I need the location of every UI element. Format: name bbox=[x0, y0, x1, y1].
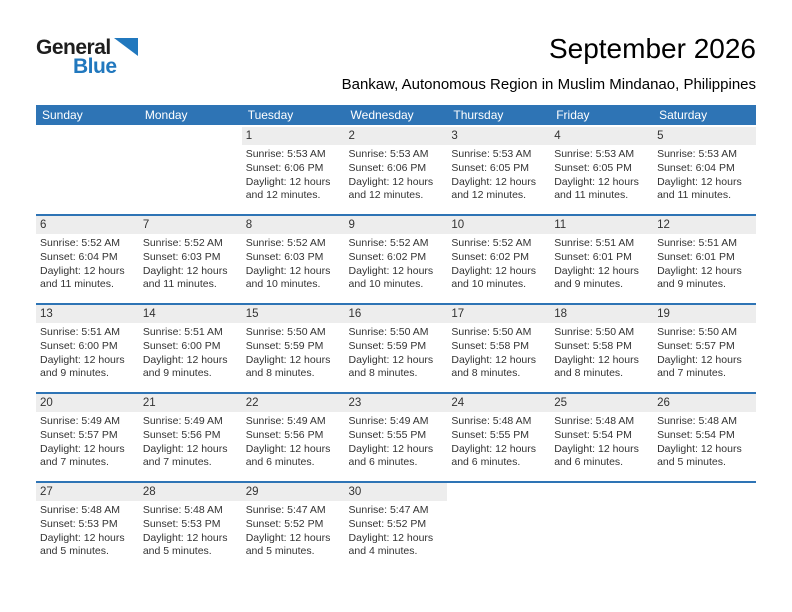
sun-info bbox=[242, 501, 345, 559]
day-cell bbox=[447, 393, 550, 482]
sun-info-line: Sunset: 6:04 PM bbox=[40, 250, 118, 263]
sun-info bbox=[139, 234, 242, 292]
sun-info bbox=[139, 501, 242, 559]
sun-info bbox=[550, 145, 653, 203]
sun-info bbox=[447, 412, 550, 470]
sun-info-line: Daylight: 12 hours bbox=[245, 353, 331, 366]
day-cell bbox=[550, 215, 653, 304]
sun-info-line: Daylight: 12 hours bbox=[348, 442, 434, 455]
day-number: 12 bbox=[653, 216, 756, 234]
sun-info-line: Daylight: 12 hours bbox=[657, 353, 742, 366]
calendar-table bbox=[36, 105, 756, 571]
sun-info-line: Sunrise: 5:49 AM bbox=[142, 415, 223, 427]
day-number: 6 bbox=[36, 216, 139, 234]
sun-info bbox=[242, 323, 345, 381]
sun-info-line: Daylight: 12 hours bbox=[451, 442, 537, 455]
sun-info-line: Sunset: 6:06 PM bbox=[245, 161, 324, 174]
day-number: 17 bbox=[447, 305, 550, 323]
empty-cell bbox=[36, 126, 139, 215]
sun-info-line: Sunrise: 5:52 AM bbox=[451, 237, 532, 249]
sun-info bbox=[345, 323, 448, 381]
sun-info-line: Sunrise: 5:53 AM bbox=[245, 148, 326, 160]
location-subtitle: Bankaw, Autonomous Region in Muslim Mindanao, Philippines bbox=[341, 76, 756, 93]
sun-info-line: Daylight: 12 hours bbox=[554, 353, 639, 366]
day-cell bbox=[139, 304, 242, 393]
sun-info-line: Sunset: 6:03 PM bbox=[142, 250, 221, 263]
sun-info-line: and 5 minutes. bbox=[657, 456, 726, 469]
sun-info-line: Daylight: 12 hours bbox=[657, 264, 742, 277]
sun-info bbox=[36, 323, 139, 381]
sun-info-line: Daylight: 12 hours bbox=[142, 442, 228, 455]
logo bbox=[36, 36, 138, 79]
day-cell bbox=[345, 393, 448, 482]
sun-info-line: Sunrise: 5:48 AM bbox=[142, 504, 223, 516]
sun-info-line: and 11 minutes. bbox=[657, 189, 731, 202]
sun-info-line: Sunset: 5:53 PM bbox=[142, 517, 221, 530]
sun-info-line: Sunset: 5:58 PM bbox=[451, 339, 530, 352]
day-cell bbox=[139, 393, 242, 482]
sun-info-line: and 11 minutes. bbox=[142, 278, 217, 291]
sun-info-line: Daylight: 12 hours bbox=[451, 175, 537, 188]
day-number: 27 bbox=[36, 483, 139, 501]
sun-info-line: and 12 minutes. bbox=[451, 189, 527, 202]
sun-info-line: Daylight: 12 hours bbox=[245, 175, 331, 188]
day-cell bbox=[653, 393, 756, 482]
sun-info-line: and 9 minutes. bbox=[142, 367, 212, 380]
day-cell bbox=[447, 304, 550, 393]
day-header-row bbox=[36, 105, 756, 126]
sun-info-line: Daylight: 12 hours bbox=[40, 353, 125, 366]
day-header-friday: Friday bbox=[550, 105, 653, 126]
day-number: 5 bbox=[653, 127, 756, 145]
sun-info-line: Sunset: 5:55 PM bbox=[451, 428, 530, 441]
sun-info-line: Daylight: 12 hours bbox=[142, 353, 228, 366]
sun-info-line: Sunset: 5:53 PM bbox=[40, 517, 118, 530]
sun-info-line: Daylight: 12 hours bbox=[40, 531, 125, 544]
sun-info-line: Daylight: 12 hours bbox=[554, 264, 639, 277]
day-number: 29 bbox=[242, 483, 345, 501]
sun-info-line: Daylight: 12 hours bbox=[245, 442, 331, 455]
day-cell bbox=[345, 482, 448, 571]
sun-info-line: and 10 minutes. bbox=[245, 278, 321, 291]
day-cell bbox=[550, 304, 653, 393]
sun-info-line: and 6 minutes. bbox=[554, 456, 624, 469]
day-number: 28 bbox=[139, 483, 242, 501]
day-number: 23 bbox=[345, 394, 448, 412]
sun-info-line: and 12 minutes. bbox=[245, 189, 321, 202]
sun-info-line: Sunset: 6:01 PM bbox=[657, 250, 735, 263]
sun-info-line: Sunrise: 5:49 AM bbox=[348, 415, 429, 427]
sun-info-line: Daylight: 12 hours bbox=[348, 264, 434, 277]
sun-info-line: and 8 minutes. bbox=[451, 367, 521, 380]
sun-info-line: Sunrise: 5:48 AM bbox=[40, 504, 120, 516]
day-number: 13 bbox=[36, 305, 139, 323]
sun-info bbox=[242, 412, 345, 470]
sun-info-line: Sunrise: 5:52 AM bbox=[348, 237, 429, 249]
sun-info bbox=[345, 412, 448, 470]
day-header-wednesday: Wednesday bbox=[345, 105, 448, 126]
sun-info-line: Sunset: 5:59 PM bbox=[245, 339, 324, 352]
day-cell bbox=[345, 304, 448, 393]
sun-info-line: Daylight: 12 hours bbox=[554, 442, 639, 455]
sun-info bbox=[242, 234, 345, 292]
day-number: 25 bbox=[550, 394, 653, 412]
sun-info-line: Sunrise: 5:53 AM bbox=[554, 148, 635, 160]
sun-info-line: Sunset: 6:01 PM bbox=[554, 250, 632, 263]
sun-info-line: and 5 minutes. bbox=[40, 545, 109, 558]
day-cell bbox=[653, 215, 756, 304]
sun-info-line: Sunrise: 5:51 AM bbox=[554, 237, 635, 249]
sun-info-line: Sunrise: 5:51 AM bbox=[142, 326, 223, 338]
sun-info bbox=[345, 234, 448, 292]
sun-info-line: Sunset: 5:54 PM bbox=[554, 428, 632, 441]
sun-info-line: Sunrise: 5:50 AM bbox=[245, 326, 326, 338]
sun-info-line: Sunset: 5:52 PM bbox=[245, 517, 324, 530]
sun-info-line: Sunset: 5:52 PM bbox=[348, 517, 427, 530]
day-number: 21 bbox=[139, 394, 242, 412]
sun-info-line: and 8 minutes. bbox=[245, 367, 315, 380]
sun-info-line: Sunrise: 5:53 AM bbox=[451, 148, 532, 160]
sun-info-line: and 9 minutes. bbox=[40, 367, 109, 380]
week-row bbox=[36, 215, 756, 304]
day-cell bbox=[550, 126, 653, 215]
sun-info bbox=[550, 234, 653, 292]
sun-info-line: and 5 minutes. bbox=[142, 545, 212, 558]
day-header-sunday: Sunday bbox=[36, 105, 139, 126]
sun-info-line: Sunset: 6:06 PM bbox=[348, 161, 427, 174]
day-cell bbox=[550, 393, 653, 482]
sun-info-line: Sunset: 6:03 PM bbox=[245, 250, 324, 263]
sun-info-line: Sunrise: 5:48 AM bbox=[451, 415, 532, 427]
day-cell bbox=[447, 126, 550, 215]
sun-info bbox=[139, 412, 242, 470]
sun-info-line: Sunset: 5:55 PM bbox=[348, 428, 427, 441]
sun-info bbox=[36, 412, 139, 470]
sun-info-line: Daylight: 12 hours bbox=[348, 175, 434, 188]
day-header-monday: Monday bbox=[139, 105, 242, 126]
day-cell bbox=[139, 215, 242, 304]
sun-info-line: and 6 minutes. bbox=[348, 456, 418, 469]
sun-info-line: and 11 minutes. bbox=[40, 278, 114, 291]
sun-info-line: Sunrise: 5:50 AM bbox=[451, 326, 532, 338]
sun-info-line: Daylight: 12 hours bbox=[245, 264, 331, 277]
sun-info-line: Sunrise: 5:49 AM bbox=[40, 415, 120, 427]
day-number: 26 bbox=[653, 394, 756, 412]
sun-info-line: Sunrise: 5:52 AM bbox=[40, 237, 120, 249]
sun-info-line: Sunset: 5:59 PM bbox=[348, 339, 427, 352]
sun-info-line: and 5 minutes. bbox=[245, 545, 315, 558]
day-number: 8 bbox=[242, 216, 345, 234]
logo-text-blue: Blue bbox=[73, 55, 117, 78]
sun-info-line: and 6 minutes. bbox=[451, 456, 521, 469]
sun-info bbox=[653, 323, 756, 381]
sun-info-line: Sunset: 6:05 PM bbox=[554, 161, 632, 174]
sun-info-line: and 8 minutes. bbox=[348, 367, 418, 380]
sun-info-line: and 7 minutes. bbox=[657, 367, 726, 380]
sun-info-line: Sunrise: 5:52 AM bbox=[245, 237, 326, 249]
sun-info bbox=[242, 145, 345, 203]
sun-info bbox=[550, 323, 653, 381]
sun-info-line: Sunrise: 5:50 AM bbox=[657, 326, 738, 338]
empty-cell bbox=[139, 126, 242, 215]
logo-triangle-icon bbox=[114, 38, 138, 56]
sun-info bbox=[139, 323, 242, 381]
day-number: 22 bbox=[242, 394, 345, 412]
sun-info-line: Sunrise: 5:52 AM bbox=[142, 237, 223, 249]
sun-info-line: Sunset: 5:57 PM bbox=[40, 428, 118, 441]
sun-info-line: Sunrise: 5:48 AM bbox=[657, 415, 738, 427]
sun-info bbox=[653, 234, 756, 292]
day-header-tuesday: Tuesday bbox=[242, 105, 345, 126]
sun-info-line: and 10 minutes. bbox=[451, 278, 527, 291]
day-header-thursday: Thursday bbox=[447, 105, 550, 126]
week-row bbox=[36, 304, 756, 393]
sun-info-line: Sunset: 6:00 PM bbox=[40, 339, 118, 352]
day-cell bbox=[653, 126, 756, 215]
sun-info bbox=[550, 412, 653, 470]
sun-info bbox=[653, 145, 756, 203]
sun-info-line: Daylight: 12 hours bbox=[245, 531, 331, 544]
week-row bbox=[36, 393, 756, 482]
day-number: 2 bbox=[345, 127, 448, 145]
day-cell bbox=[345, 215, 448, 304]
day-number: 3 bbox=[447, 127, 550, 145]
day-number: 14 bbox=[139, 305, 242, 323]
day-number: 30 bbox=[345, 483, 448, 501]
day-cell bbox=[653, 304, 756, 393]
day-header-saturday: Saturday bbox=[653, 105, 756, 126]
header-block bbox=[342, 33, 756, 93]
sun-info-line: and 9 minutes. bbox=[657, 278, 726, 291]
day-cell bbox=[447, 215, 550, 304]
week-row bbox=[36, 126, 756, 215]
day-cell bbox=[242, 126, 345, 215]
empty-cell bbox=[653, 482, 756, 571]
sun-info-line: and 11 minutes. bbox=[554, 189, 629, 202]
day-cell bbox=[36, 215, 139, 304]
sun-info bbox=[36, 234, 139, 292]
sun-info-line: Sunrise: 5:49 AM bbox=[245, 415, 326, 427]
day-cell bbox=[139, 482, 242, 571]
day-cell bbox=[242, 304, 345, 393]
day-number: 15 bbox=[242, 305, 345, 323]
day-cell bbox=[36, 393, 139, 482]
day-number: 16 bbox=[345, 305, 448, 323]
sun-info-line: Daylight: 12 hours bbox=[657, 442, 742, 455]
sun-info-line: Sunrise: 5:48 AM bbox=[554, 415, 635, 427]
sun-info-line: Sunset: 6:02 PM bbox=[451, 250, 530, 263]
sun-info-line: and 7 minutes. bbox=[40, 456, 109, 469]
sun-info-line: Sunset: 6:00 PM bbox=[142, 339, 221, 352]
sun-info-line: Sunrise: 5:53 AM bbox=[348, 148, 429, 160]
sun-info bbox=[447, 323, 550, 381]
sun-info-line: Sunrise: 5:51 AM bbox=[657, 237, 738, 249]
sun-info-line: Daylight: 12 hours bbox=[657, 175, 742, 188]
sun-info-line: Daylight: 12 hours bbox=[451, 264, 537, 277]
day-number: 10 bbox=[447, 216, 550, 234]
sun-info-line: Daylight: 12 hours bbox=[142, 531, 228, 544]
sun-info-line: Daylight: 12 hours bbox=[451, 353, 537, 366]
sun-info-line: Sunset: 6:02 PM bbox=[348, 250, 427, 263]
sun-info-line: and 6 minutes. bbox=[245, 456, 315, 469]
sun-info-line: Sunset: 5:54 PM bbox=[657, 428, 735, 441]
sun-info-line: Daylight: 12 hours bbox=[40, 442, 125, 455]
day-number: 19 bbox=[653, 305, 756, 323]
sun-info-line: Daylight: 12 hours bbox=[40, 264, 125, 277]
day-number: 7 bbox=[139, 216, 242, 234]
sun-info-line: Daylight: 12 hours bbox=[554, 175, 639, 188]
sun-info-line: Daylight: 12 hours bbox=[348, 531, 434, 544]
sun-info-line: Sunrise: 5:53 AM bbox=[657, 148, 738, 160]
empty-cell bbox=[550, 482, 653, 571]
sun-info-line: and 4 minutes. bbox=[348, 545, 418, 558]
sun-info-line: Sunrise: 5:50 AM bbox=[554, 326, 635, 338]
sun-info-line: Sunset: 5:56 PM bbox=[245, 428, 324, 441]
sun-info bbox=[345, 501, 448, 559]
calendar-body bbox=[36, 126, 756, 571]
sun-info bbox=[447, 234, 550, 292]
sun-info-line: Sunset: 6:05 PM bbox=[451, 161, 530, 174]
day-cell bbox=[242, 215, 345, 304]
sun-info-line: Daylight: 12 hours bbox=[142, 264, 228, 277]
sun-info-line: Sunset: 6:04 PM bbox=[657, 161, 735, 174]
sun-info-line: Sunset: 5:58 PM bbox=[554, 339, 632, 352]
sun-info-line: Sunrise: 5:50 AM bbox=[348, 326, 429, 338]
sun-info bbox=[653, 412, 756, 470]
day-cell bbox=[36, 304, 139, 393]
day-cell bbox=[242, 393, 345, 482]
sun-info-line: and 8 minutes. bbox=[554, 367, 624, 380]
day-number: 11 bbox=[550, 216, 653, 234]
sun-info-line: and 10 minutes. bbox=[348, 278, 424, 291]
day-number: 1 bbox=[242, 127, 345, 145]
logo-text-general: General bbox=[36, 36, 111, 59]
day-cell bbox=[36, 482, 139, 571]
month-title: September 2026 bbox=[548, 33, 756, 64]
empty-cell bbox=[447, 482, 550, 571]
sun-info-line: Sunrise: 5:51 AM bbox=[40, 326, 120, 338]
sun-info-line: and 9 minutes. bbox=[554, 278, 624, 291]
day-number: 4 bbox=[550, 127, 653, 145]
sun-info-line: and 12 minutes. bbox=[348, 189, 424, 202]
sun-info bbox=[345, 145, 448, 203]
day-number: 18 bbox=[550, 305, 653, 323]
sun-info bbox=[36, 501, 139, 559]
week-row bbox=[36, 482, 756, 571]
sun-info-line: Sunrise: 5:47 AM bbox=[245, 504, 326, 516]
sun-info-line: and 7 minutes. bbox=[142, 456, 212, 469]
day-number: 20 bbox=[36, 394, 139, 412]
sun-info bbox=[447, 145, 550, 203]
day-cell bbox=[345, 126, 448, 215]
sun-info-line: Daylight: 12 hours bbox=[348, 353, 434, 366]
day-number: 24 bbox=[447, 394, 550, 412]
day-cell bbox=[242, 482, 345, 571]
sun-info-line: Sunrise: 5:47 AM bbox=[348, 504, 429, 516]
sun-info-line: Sunset: 5:56 PM bbox=[142, 428, 221, 441]
sun-info-line: Sunset: 5:57 PM bbox=[657, 339, 735, 352]
day-number: 9 bbox=[345, 216, 448, 234]
